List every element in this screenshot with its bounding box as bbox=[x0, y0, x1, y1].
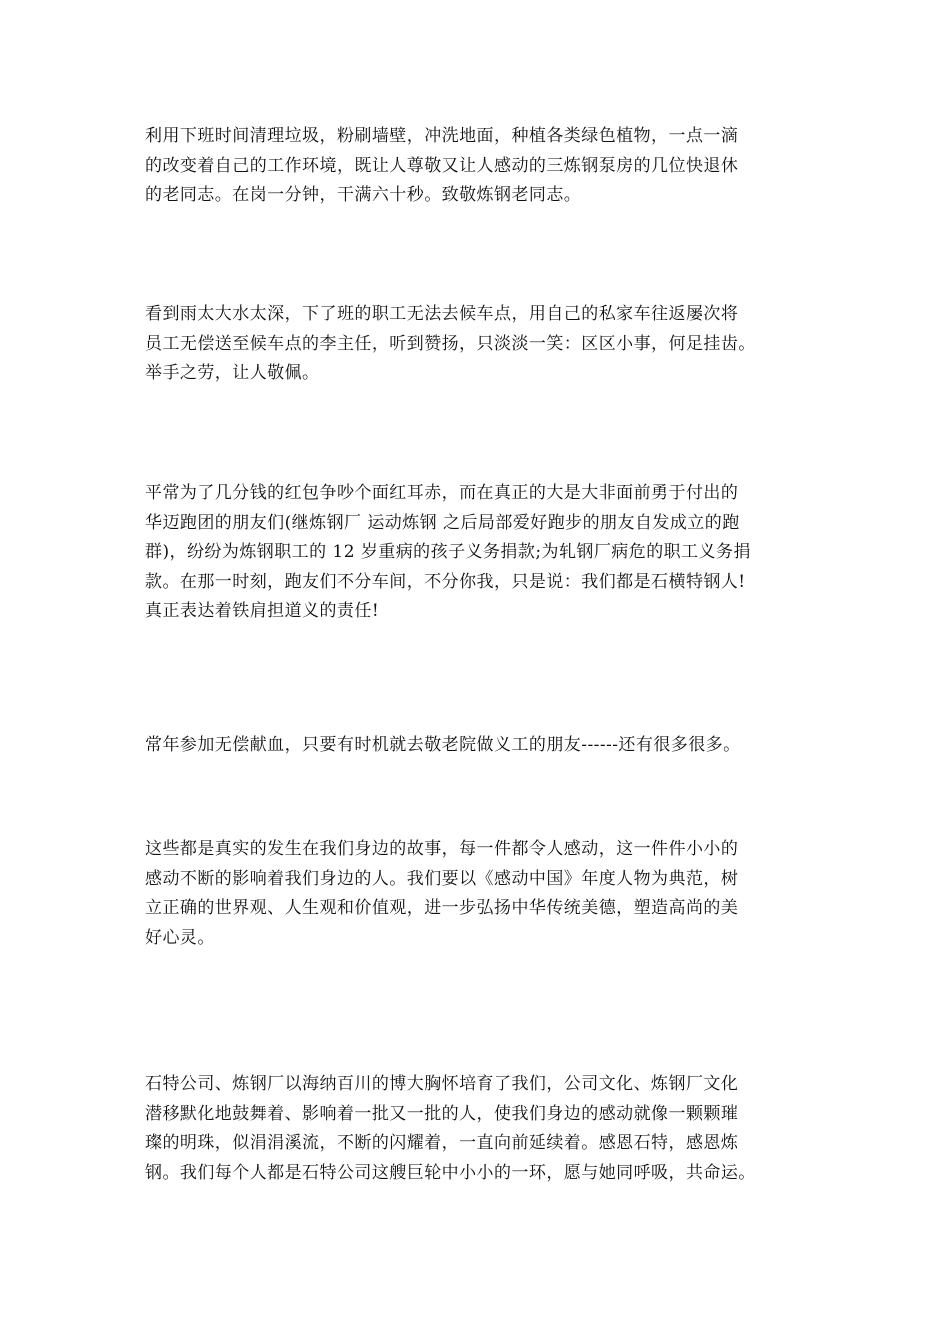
paragraph-line: 璨的明珠，似涓涓溪流，不断的闪耀着，一直向前延续着。感恩石特，感恩炼 bbox=[145, 1133, 739, 1153]
paragraph-line: 看到雨太大水太深，下了班的职工无法去候车点，用自己的私家车往返屡次将 bbox=[145, 304, 739, 324]
paragraph-line: 的老同志。在岗一分钟，干满六十秒。致敬炼钢老同志。 bbox=[145, 185, 582, 205]
paragraph-6 bbox=[145, 1070, 825, 1188]
paragraph-line: 华迈跑团的朋友们(继炼钢厂 运动炼钢 之后局部爱好跑步的朋友自发成立的跑 bbox=[145, 512, 740, 533]
paragraph-line: 这些都是真实的发生在我们身边的故事，每一件都令人感动，这一件件小小的 bbox=[145, 839, 739, 859]
paragraph-line: 真正表达着铁肩担道义的责任! bbox=[145, 601, 380, 621]
paragraph-line: 利用下班时间清理垃圾，粉刷墙壁，冲洗地面，种植各类绿色植物，一点一滴 bbox=[145, 126, 739, 146]
paragraph-line: 常年参加无偿献血，只要有时机就去敬老院做义工的朋友------还有很多很多。 bbox=[145, 735, 741, 755]
paragraph-2 bbox=[145, 300, 825, 389]
paragraph-line: 石特公司、炼钢厂以海纳百川的博大胸怀培育了我们，公司文化、炼钢厂文化 bbox=[145, 1074, 739, 1094]
paragraph-line: 群)，纷纷为炼钢职工的 12 岁重病的孩子义务捐款;为轧钢厂病危的职工义务捐 bbox=[145, 542, 751, 562]
paragraph-3 bbox=[145, 479, 825, 627]
paragraph-5 bbox=[145, 835, 825, 953]
paragraph-line: 的改变着自己的工作环境，既让人尊敬又让人感动的三炼钢泵房的几位快退休 bbox=[145, 155, 739, 176]
paragraph-line: 平常为了几分钱的红包争吵个面红耳赤，而在真正的大是大非面前勇于付出的 bbox=[145, 483, 739, 503]
paragraph-line: 潜移默化地鼓舞着、影响着一批又一批的人，使我们身边的感动就像一颗颗璀 bbox=[145, 1103, 739, 1124]
paragraph-line: 感动不断的影响着我们身边的人。我们要以《感动中国》年度人物为典范，树 bbox=[145, 868, 739, 889]
paragraph-1 bbox=[145, 122, 825, 211]
paragraph-line: 钢。我们每个人都是石特公司这艘巨轮中小小的一环，愿与她同呼吸，共命运。 bbox=[145, 1162, 756, 1183]
paragraph-line: 好心灵。 bbox=[145, 927, 215, 948]
paragraph-line: 员工无偿送至候车点的李主任，听到赞扬，只淡淡一笑：区区小事，何足挂齿。 bbox=[145, 333, 756, 354]
paragraph-4 bbox=[145, 731, 825, 761]
paragraph-line: 款。在那一时刻，跑友们不分车间，不分你我，只是说：我们都是石横特钢人! bbox=[145, 571, 746, 592]
paragraph-line: 举手之劳，让人敬佩。 bbox=[145, 363, 320, 383]
paragraph-line: 立正确的世界观、人生观和价值观，进一步弘扬中华传统美德，塑造高尚的美 bbox=[145, 898, 739, 918]
